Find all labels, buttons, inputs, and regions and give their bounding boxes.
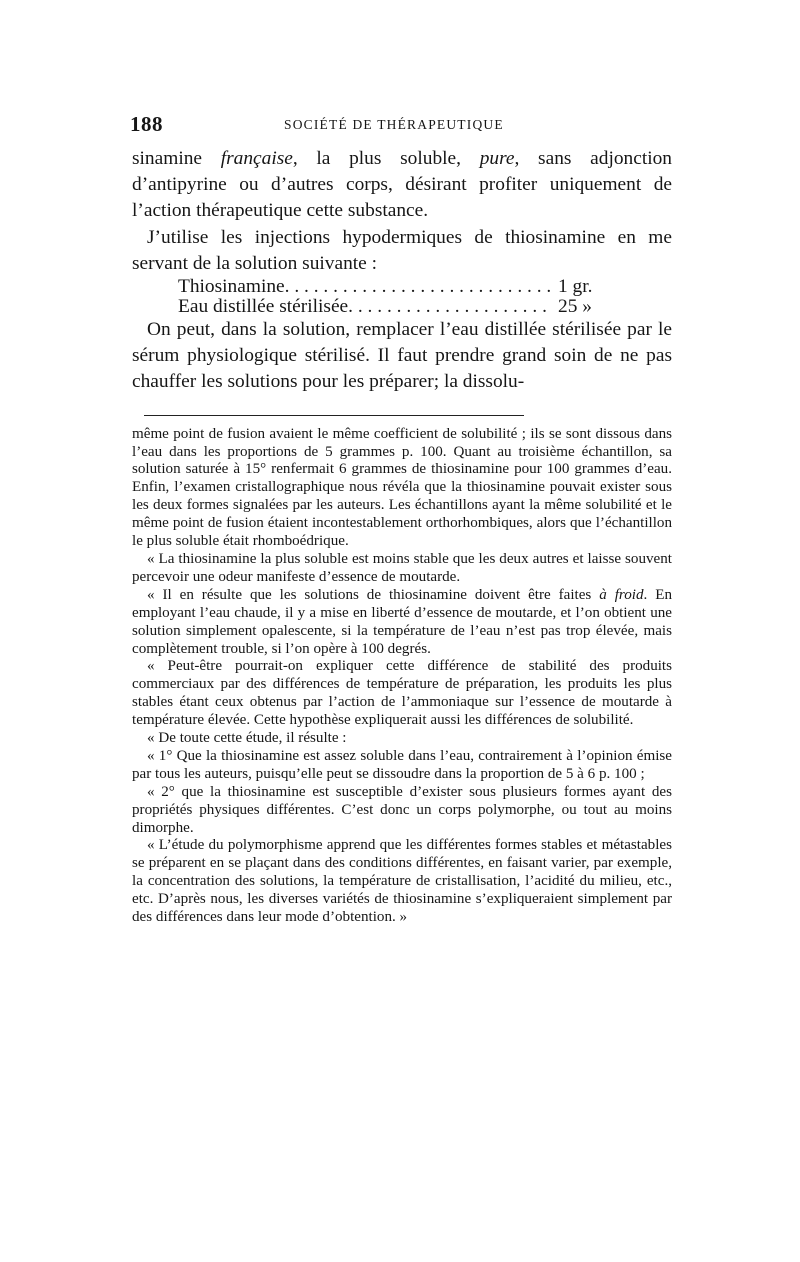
- ingredient-name: Eau distillée stérilisée: [178, 296, 349, 318]
- running-head: SOCIÉTÉ DE THÉRAPEUTIQUE: [284, 117, 504, 132]
- leader-dots: [348, 297, 550, 317]
- footnote-paragraph: [132, 587, 672, 659]
- solution-formula: [178, 277, 628, 317]
- paragraph-serum: On peut, dans la solution, remplacer l’eau distillée stérilisée par le sérum physiologique stérilisé. Il faut prendre grand soin de ne pas chauffer les solutions pour les préparer; la dissolu-: [132, 319, 672, 393]
- italic-text: pure: [479, 148, 515, 169]
- italic-text: française: [220, 148, 293, 169]
- ingredient-quantity: 1 gr.: [558, 276, 593, 298]
- footnote-paragraph: « De toute cette étude, il résulte :: [147, 730, 347, 747]
- footnote-paragraph: même point de fusion avaient le même coefficient de solubilité ; ils se sont dissous dans l’eau dans les proportions de 5 grammes p. 100. Quant au troisième échantillon, sa solution saturée à 15° renfermait 6 grammes de thiosinamine pour 100 grammes d’eau. Enfin, l’examen cristallographique nous révéla que la thiosinamine pouvait exister sous les deux formes signalées par les auteurs. Les échantillons ayant la même solubilité et le même point de fusion étaient incontestablement orthorhombiques, alors que l’échantillon le plus soluble était rhomboédrique.: [132, 425, 672, 550]
- text-run: . En employant l’eau chaude, il y a mise en liberté d’essence de moutarde, et l’on obtient une solution simplement opalescente, si la température de l’eau n’est pas trop élevée, mais complètement trouble, si l’on opère à 100 degrés.: [132, 586, 672, 657]
- page-header: [132, 112, 672, 142]
- book-page: [132, 112, 672, 927]
- italic-text: à froid: [599, 586, 644, 603]
- footnote-paragraph: « La thiosinamine la plus soluble est moins stable que les deux autres et laisse souvent percevoir une odeur manifeste d’essence de moutarde.: [132, 550, 672, 585]
- text-run: , sans adjonction d’antipyrine ou d’autres corps, désirant profiter uniquement de l’action thérapeutique cette substance.: [132, 148, 672, 222]
- formula-row: [178, 297, 628, 317]
- main-text: [132, 146, 672, 396]
- page-number: 188: [130, 112, 163, 136]
- ingredient-name: Thiosinamine: [178, 276, 285, 298]
- paragraph-injections: J’utilise les injections hypodermiques de thiosinamine en me servant de la solution suivante :: [132, 226, 672, 274]
- footnote-paragraph: « 1° Que la thiosinamine est assez soluble dans l’eau, contrairement à l’opinion émise par tous les auteurs, puisqu’elle peut se dissoudre dans la proportion de 5 à 6 p. 100 ;: [132, 747, 672, 782]
- footnote: [132, 426, 672, 927]
- paragraph-continuation: [132, 146, 672, 225]
- text-run: , la plus soluble,: [292, 148, 480, 169]
- leader-dots: [285, 277, 550, 297]
- footnote-paragraph: « L’étude du polymorphisme apprend que les différentes formes stables et métastables se préparent en se plaçant dans des conditions différentes, en faisant varier, par exemple, la concentration des solutions, la température de cristallisation, l’acidité du milieu, etc., etc. D’après nous, les diverses variétés de thiosinamine s’expliqueraient simplement par des différences dans leur mode d’obtention. »: [132, 837, 672, 926]
- ingredient-quantity: 25 »: [558, 296, 592, 318]
- formula-row: [178, 277, 628, 297]
- text-run: « Il en résulte que les solutions de thiosinamine doivent être faites: [147, 586, 600, 603]
- text-run: sinamine: [132, 148, 221, 169]
- footnote-rule: [144, 415, 524, 416]
- footnote-paragraph: « Peut-être pourrait-on expliquer cette différence de stabilité des produits commerciaux par des différences de température de préparation, les produits les plus stables étant ceux obtenus par l’action de l’ammoniaque sur l’essence de moutarde à température élevée. Cette hypothèse expliquerait aussi les différences de solubilité.: [132, 658, 672, 729]
- footnote-paragraph: « 2° que la thiosinamine est susceptible d’exister sous plusieurs formes ayant des propriétés physiques différentes. C’est donc un corps polymorphe, ou tout au moins dimorphe.: [132, 783, 672, 836]
